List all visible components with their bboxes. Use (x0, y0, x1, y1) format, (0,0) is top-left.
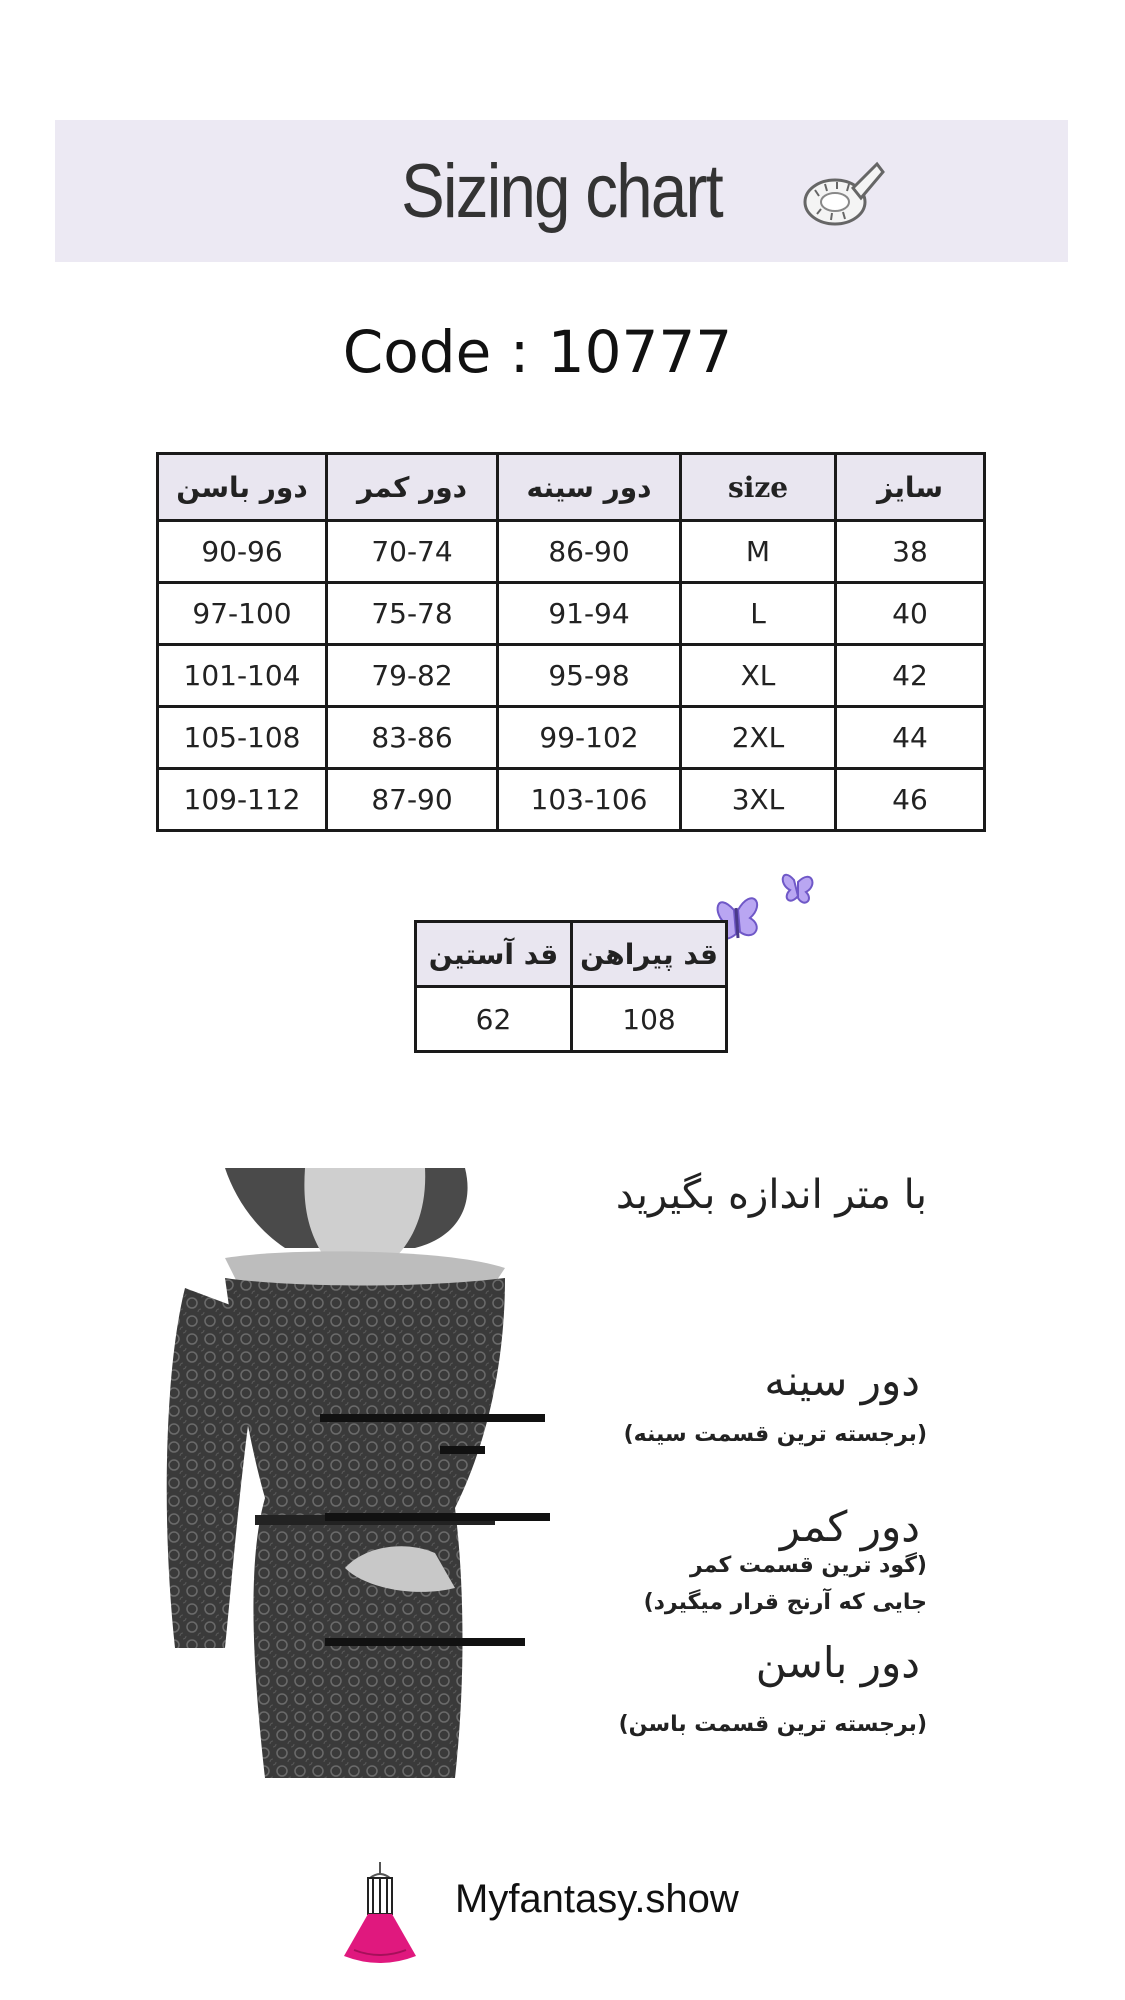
title-banner (55, 120, 1068, 262)
header-bust: دور سینه (498, 454, 681, 521)
size-table (156, 452, 986, 832)
cell-hip: 101-104 (158, 645, 327, 707)
table-row (158, 645, 985, 707)
brand-name: Myfantasy.show (455, 1877, 739, 1921)
cell-waist: 79-82 (327, 645, 498, 707)
measuring-tape-icon (795, 154, 885, 234)
hip-title: دور باسن (755, 1638, 920, 1687)
header-sleeve-length: قد آستین (416, 922, 572, 987)
cell-hip: 105-108 (158, 707, 327, 769)
cell-waist: 87-90 (327, 769, 498, 831)
cell-bust: 91-94 (498, 583, 681, 645)
cell-dress-length: 108 (572, 987, 727, 1052)
bust-note: (برجسته ترین قسمت سینه) (623, 1422, 927, 1447)
table-row (416, 987, 727, 1052)
size-table-header-row (158, 454, 985, 521)
cell-size-fa: 38 (836, 521, 985, 583)
cell-size-en: M (681, 521, 836, 583)
code-value: 10777 (547, 318, 733, 386)
cell-size-en: XL (681, 645, 836, 707)
cell-size-fa: 40 (836, 583, 985, 645)
length-table-header-row (416, 922, 727, 987)
cell-bust: 95-98 (498, 645, 681, 707)
table-row (158, 707, 985, 769)
table-row (158, 521, 985, 583)
cell-hip: 109-112 (158, 769, 327, 831)
cell-size-en: 2XL (681, 707, 836, 769)
cell-size-en: 3XL (681, 769, 836, 831)
cell-size-fa: 44 (836, 707, 985, 769)
cell-bust: 103-106 (498, 769, 681, 831)
cell-bust: 99-102 (498, 707, 681, 769)
cell-size-fa: 46 (836, 769, 985, 831)
header-size-en: size (681, 454, 836, 521)
table-row (158, 769, 985, 831)
header-hip: دور باسن (158, 454, 327, 521)
cell-hip: 90-96 (158, 521, 327, 583)
table-row (158, 583, 985, 645)
cell-bust: 86-90 (498, 521, 681, 583)
header-waist: دور کمر (327, 454, 498, 521)
code-label: Code : (342, 318, 530, 386)
dress-logo-icon (340, 1860, 420, 1970)
cell-waist: 83-86 (327, 707, 498, 769)
cell-waist: 75-78 (327, 583, 498, 645)
cell-hip: 97-100 (158, 583, 327, 645)
bust-title: دور سینه (764, 1356, 920, 1405)
model-photo (165, 1168, 665, 1778)
page-title: Sizing chart (401, 148, 722, 234)
cell-sleeve-length: 62 (416, 987, 572, 1052)
measure-heading: با متر اندازه بگیرید (615, 1172, 927, 1218)
cell-size-fa: 42 (836, 645, 985, 707)
cell-size-en: L (681, 583, 836, 645)
length-table (414, 920, 728, 1053)
header-size-fa: سایز (836, 454, 985, 521)
product-code (0, 318, 1075, 386)
waist-note-1: (گود ترین قسمت کمر (690, 1553, 927, 1578)
header-dress-length: قد پیراهن (572, 922, 727, 987)
waist-title: دور کمر (779, 1502, 920, 1551)
waist-note-2: جایی که آرنج قرار میگیرد) (643, 1590, 927, 1615)
hip-note: (برجسته ترین قسمت باسن) (618, 1712, 927, 1737)
cell-waist: 70-74 (327, 521, 498, 583)
